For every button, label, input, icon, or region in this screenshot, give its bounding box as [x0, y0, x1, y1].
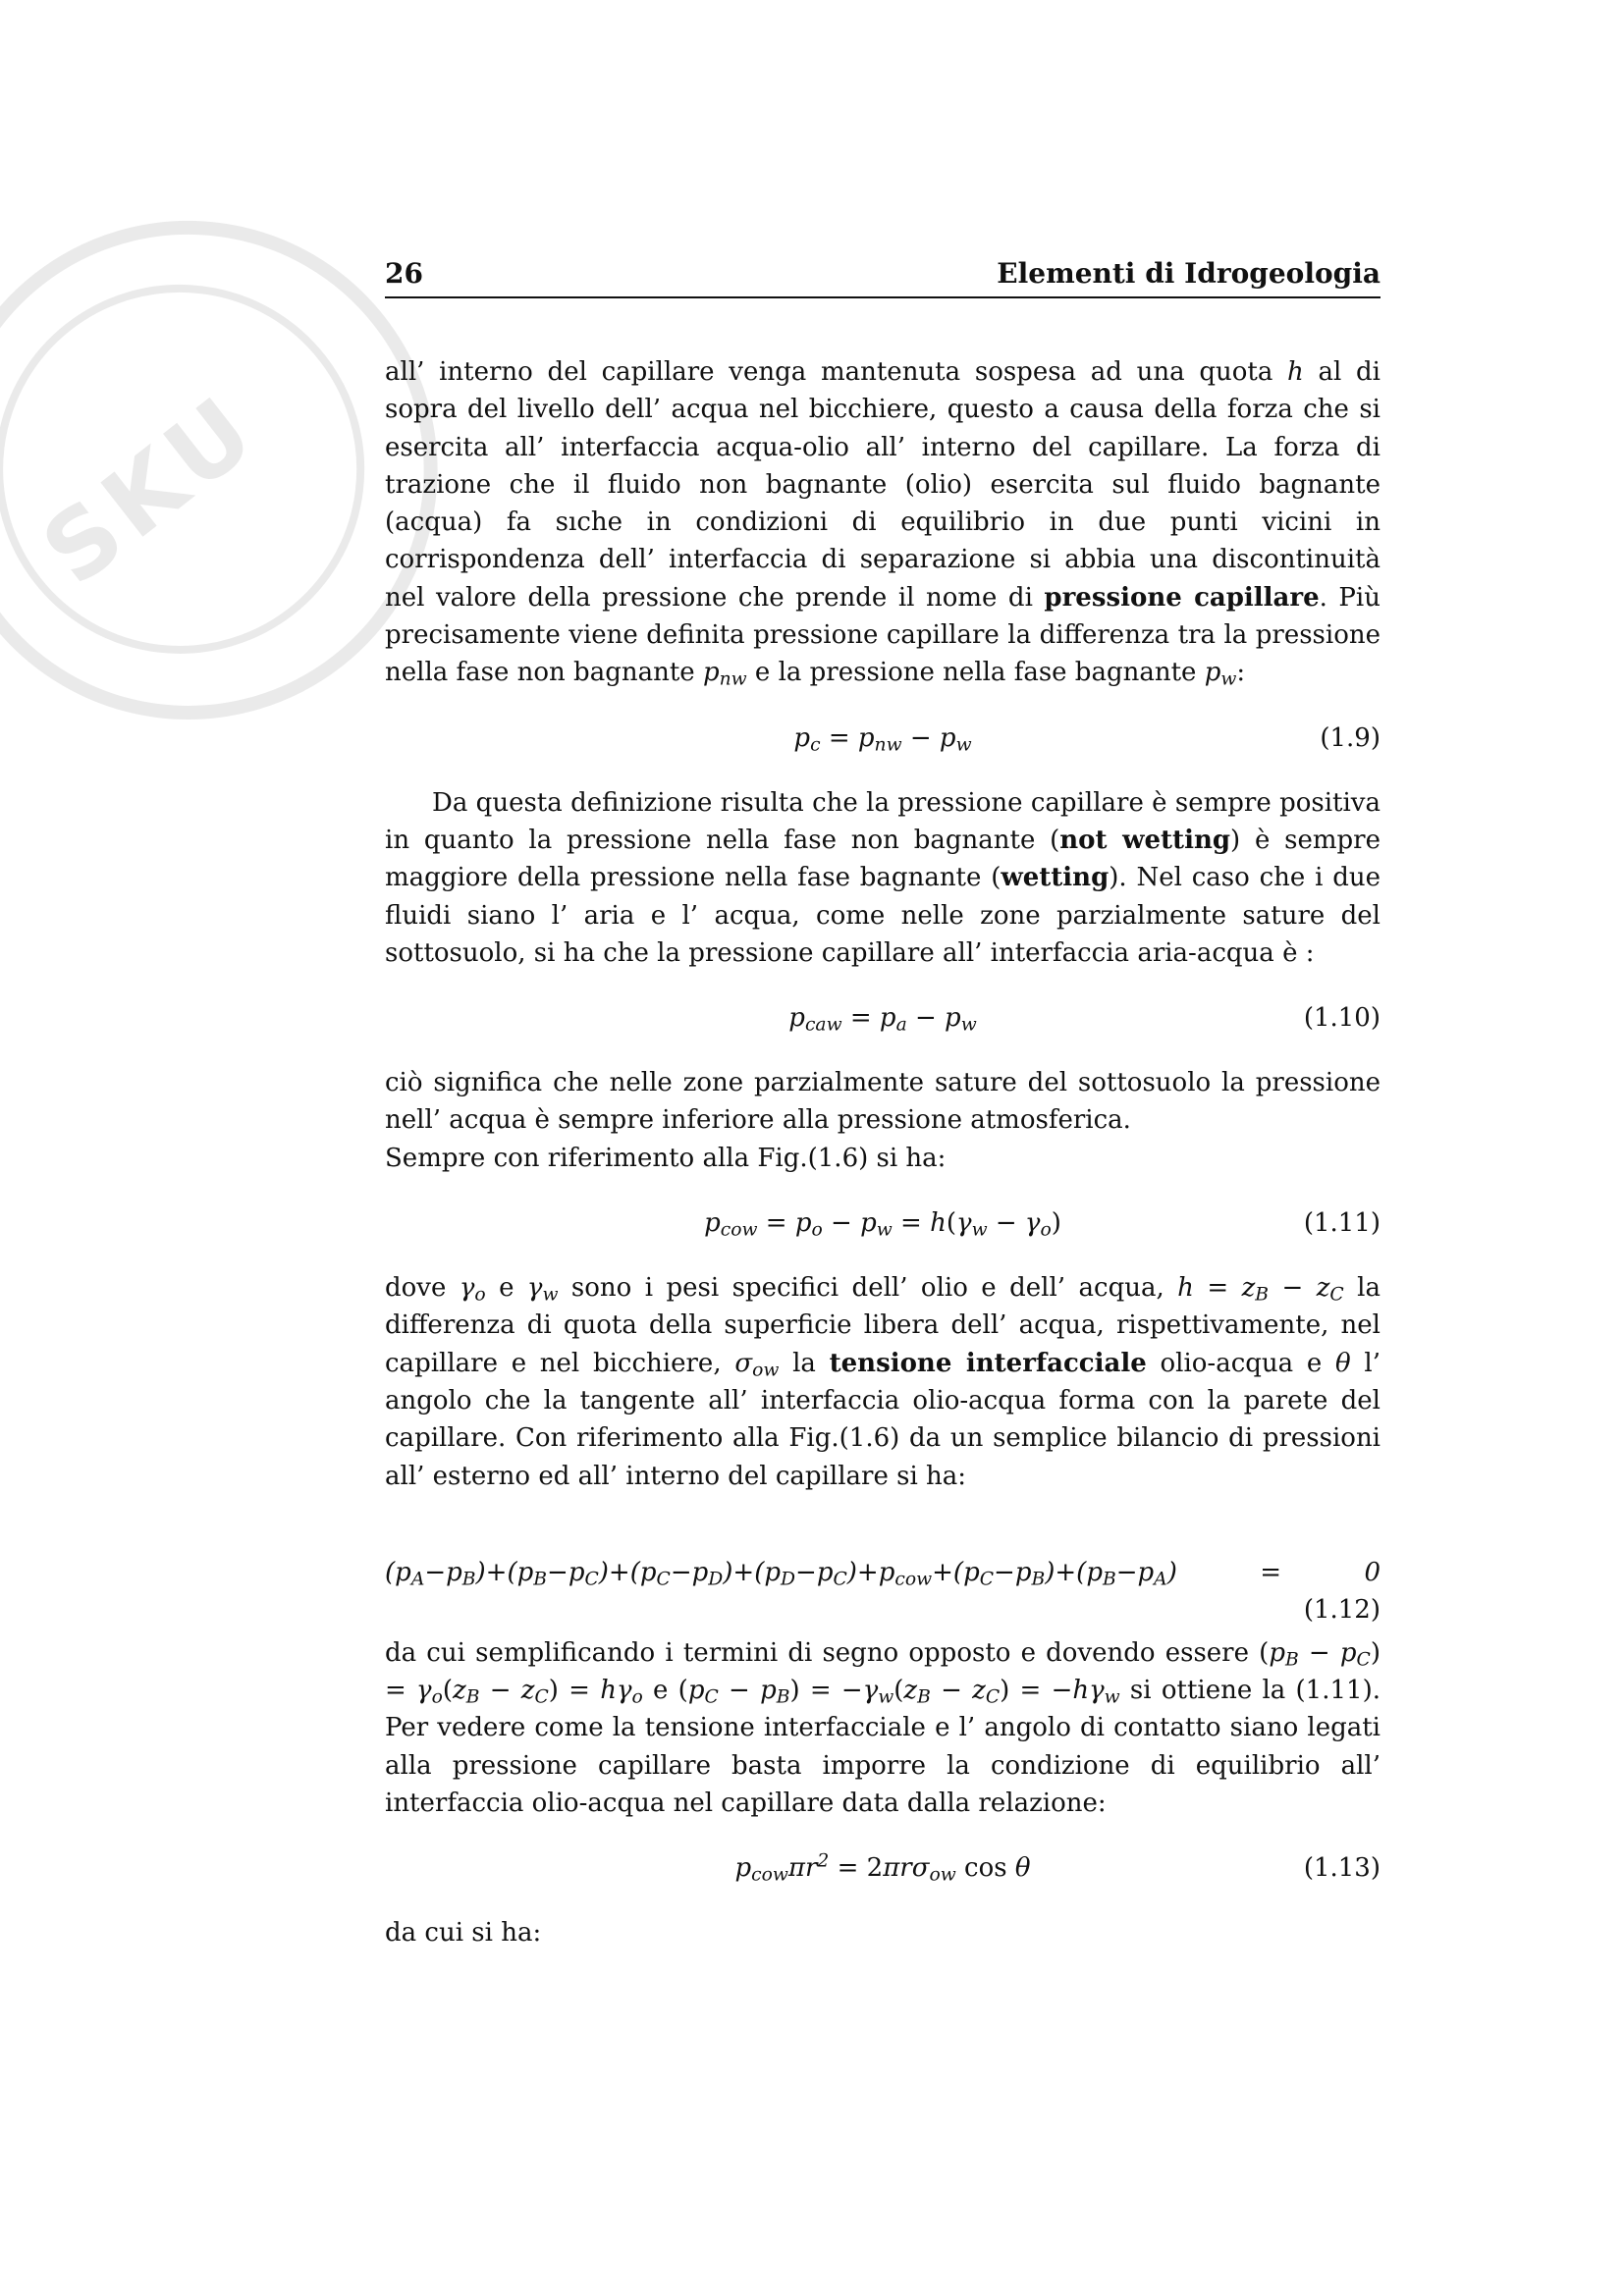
paragraph-2: Da questa definizione risulta che la pressione capillare è sempre positiva in quanto la pressione nella fase non bagnante (not wetting) è sempre maggiore della pressione nella fase bagnante (wetting). Nel caso che i due fluidi siano l’ aria e l’ acqua, come nelle zone parzialmente sature del sottosuolo, si ha che la pressione capillare all’ interfaccia aria-acqua è : — [385, 787, 1381, 968]
paragraph-1: all’ interno del capillare venga mantenuta sospesa ad una quota h al di sopra del livello dell’ acqua nel bicchiere, questo a causa della forza che si esercita all’ interfaccia acqua-olio all’ interno del capillare. La forza di trazione che il fluido non bagnante (olio) esercita sul fluido bagnante (acqua) fa sıche in condizioni di equilibrio in due punti vicini in corrispondenza dell’ interfaccia di separazione si abbia una discontinuità nel valore della pressione che prende il nome di pressione capillare. Più precisamente viene definita pressione capillare la differenza tra la pressione nella fase non bagnante $p_{nw}$ e la pressione nella fase bagnante $p_w$: — [385, 357, 1380, 691]
equation-number: (1.9) — [1320, 722, 1380, 753]
term-wetting: wetting — [1001, 863, 1110, 893]
equation-1-10: $p_{caw} = p_a - p_w$ (1.10) — [385, 999, 1380, 1037]
watermark-text: SKU — [22, 372, 280, 607]
term-pressione-capillare: pressione capillare — [1044, 582, 1320, 613]
page-header — [385, 257, 1380, 298]
equation-1-11: $p_{cow} = p_o - p_w = h(\gamma_w - \gamma_o)$ (1.11) — [385, 1204, 1380, 1242]
equation-1-9: $p_c = p_{nw} - p_w$ (1.9) — [385, 720, 1380, 757]
equation-number: (1.13) — [1303, 1853, 1380, 1884]
term-tensione-interfacciale: tensione interfacciale — [829, 1348, 1147, 1378]
paragraph-3: ciò significa che nelle zone parzialmente sature del sottosuolo la pressione nell’ acqua è sempre inferiore alla pressione atmosferica. Sempre con riferimento alla Fig.(1.6) si ha: — [385, 1068, 1380, 1173]
paragraph-5: da cui semplificando i termini di segno opposto e dovendo essere $(p_B - p_C) = \gamma_o(z_B - z_C) = h\gamma_o$ e $(p_C - p_B) = -\gamma_w(z_B - z_C) = -h\gamma_w$ si ottiene la (1.11). Per vedere come la tensione interfacciale e l’ angolo di contatto siano legati alla pressione capillare basta imporre la condizione di equilibrio all’ interfaccia olio-acqua nel capillare data dalla relazione: — [385, 1637, 1380, 1819]
page-body — [385, 353, 1380, 1952]
paragraph-6: da cui si ha: — [385, 1918, 542, 1949]
term-not-wetting: not wetting — [1059, 825, 1231, 855]
equation-number: (1.10) — [1303, 1003, 1380, 1034]
equation-1-13: $p_{cow}\pi r^2 = 2\pi r\sigma_{ow}$ cos θ (1.13) — [734, 1850, 1380, 1886]
equation-number: (1.11) — [1303, 1208, 1380, 1239]
paragraph-4: dove $\gamma_o$ e $\gamma_w$ sono i pesi specifici dell’ olio e dell’ acqua, $h = z_B - z_C$ la differenza di quota della superficie libera dell’ acqua, rispettivamente, nel capillare e nel bicchiere, $\sigma_{ow}$ la tensione interfacciale olio-acqua e θ l’ angolo che la tangente all’ interfaccia olio-acqua forma con la parete del capillare. Con riferimento alla Fig.(1.6) da un semplice bilancio di pressioni all’ esterno ed all’ interno del capillare si ha: — [385, 1273, 1380, 1491]
equation-number: (1.12) — [1303, 1594, 1380, 1625]
running-title: Elementi di Idrogeologia — [997, 257, 1380, 290]
equation-1-12: $(p_A-p_B)+(p_B-p_C)+(p_C-p_D)+(p_D-p_C)+p_{cow}+(p_C-p_B)+(p_B-p_A) = 0$ (1.12) — [385, 1554, 1380, 1629]
page-number: 26 — [385, 257, 423, 290]
